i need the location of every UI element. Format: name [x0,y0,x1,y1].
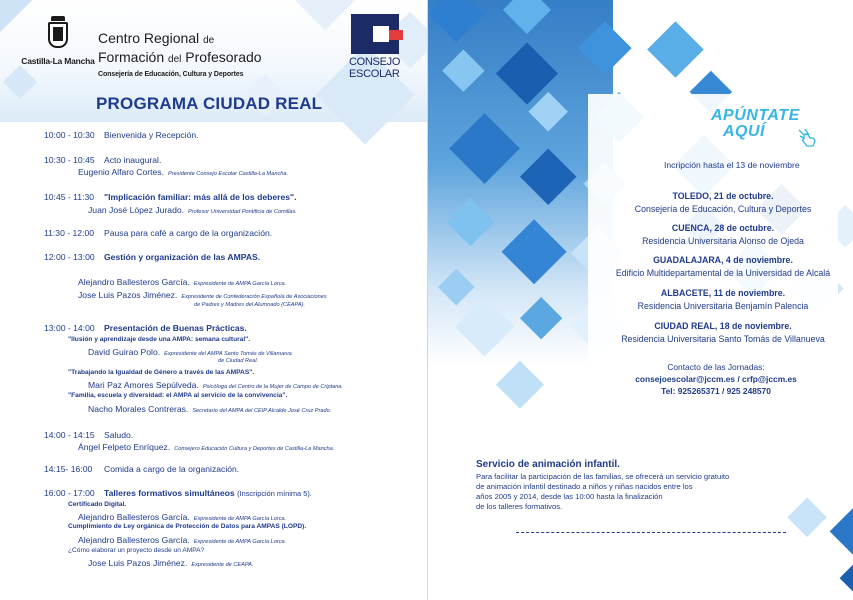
activity: Bienvenida y Recepción. [104,130,199,140]
venue-cuenca [598,222,848,248]
speaker [78,512,286,522]
crfp-consejeria: Consejería de Educación, Cultura y Deportes [98,71,244,78]
venue-city: CUENCA, 28 de octubre. [671,223,775,233]
activity: Presentación de Buenas Prácticas. [104,323,247,333]
speaker [88,404,331,414]
contact-emails[interactable]: consejoescolar@jccm.es / crfp@jccm.es [635,374,797,384]
time: 12:00 - 13:00 [44,252,95,262]
speaker [88,558,253,568]
workshop-title: Cumplimiento de Ley orgánica de Protección de Datos para AMPAS (LOPD). [68,523,307,530]
venue-place: Residencia Universitaria Santo Tomás de Villanueva [621,334,825,344]
schedule-row [44,430,133,440]
speaker [78,277,286,287]
activity: Saludo. [104,430,134,440]
venue-city: ALBACETE, 11 de noviembre. [660,288,786,298]
speaker-name: Alejandro Ballesteros García. [78,535,190,545]
venue-place: Residencia Universitaria Benjamín Palencia [637,301,809,311]
schedule-row [44,323,247,333]
schedule-row [44,252,260,262]
speaker-name: Juan José López Jurado. [88,205,185,215]
speaker-name: Jose Luis Pazos Jiménez. [88,558,188,568]
apuntate-button[interactable] [711,108,800,140]
childcare-line: años 2005 y 2014, desde las 10:00 hasta la finalización [476,492,663,501]
crfp-line1: Centro Regional [98,30,200,46]
schedule-row [44,155,161,165]
speaker [88,380,343,390]
speaker-role: Expresidente de AMPA García Lorca. [193,539,287,545]
venue-city: CIUDAD REAL, 18 de noviembre. [654,321,792,331]
talk-title: "Familia, escuela y diversidad: el AMPA al servicio de la convivencia". [68,392,288,399]
time: 10:45 - 11:30 [44,192,95,202]
activity: Pausa para café a cargo de la organización. [104,228,273,238]
time: 14:00 - 14:15 [44,430,95,440]
page-title: PROGRAMA CIUDAD REAL [96,94,323,113]
venue-guadalajara [598,254,848,280]
venue-place: Consejería de Educación, Cultura y Deportes [634,204,812,214]
crown-icon [51,16,65,21]
time: 10:00 - 10:30 [44,130,95,140]
schedule-row [44,192,297,202]
childcare-line: Para facilitar la participación de las familias, se ofrecerá un servicio gratuito [476,472,730,481]
workshop-title: Certificado Digital. [68,501,127,508]
speaker [78,442,334,452]
consejo-escolar-logo [349,12,405,84]
venue-place: Residencia Universitaria Alonso de Ojeda [642,236,804,246]
speaker-name: Jose Luis Pazos Jiménez. [78,290,178,300]
venue-ciudad-real [598,320,848,346]
speaker-role: Expresidente de CEAPA. [191,562,254,568]
speaker-name: Alejandro Ballesteros García. [78,277,190,287]
apuntate-line1: APÚNTATE [711,107,800,124]
activity: Acto inaugural. [104,155,162,165]
signup-deadline: Incripción hasta el 13 de noviembre [664,160,800,170]
time: 10:30 - 10:45 [44,155,95,165]
schedule-row [44,130,199,140]
info-panel [428,0,853,600]
logo-red-block [389,30,403,40]
speaker [78,535,286,545]
speaker [78,167,288,177]
activity: Talleres formativos simultáneos [104,488,235,498]
childcare-title: Servicio de animación infantil. [476,459,620,470]
speaker-role: Presidente Consejo Escolar Castilla-La Mancha. [168,171,289,177]
crfp-line2b: Profesorado [185,49,262,65]
talk-title: "Trabajando la Igualdad de Género a través de las AMPAS". [68,369,255,376]
contact-label: Contacto de las Jornadas: [667,362,765,372]
venue-place: Edificio Multidepartamental de la Universidad de Alcalá [615,268,831,278]
childcare-line: de los talleres formativos. [476,502,563,511]
time: 16:00 - 17:00 [44,488,95,498]
cut-line [516,532,786,533]
clm-logo-text: Castilla-La Mancha [21,56,95,66]
talk-title: "Ilusión y aprendizaje desde una AMPA: semana cultural". [68,336,251,343]
activity: Comida a cargo de la organización. [104,464,240,474]
speaker-role: Expresidente de Confederación Española de Asociaciones [181,294,327,300]
activity-note: (Inscripción mínima 5). [237,489,312,498]
consejo-escolar-text [349,56,409,80]
venue-city: TOLEDO, 21 de octubre. [672,191,774,201]
decor-tile [3,65,37,99]
speaker [78,290,327,300]
schedule-row [44,464,239,474]
speaker [88,205,297,215]
venue-city: GUADALAJARA, 4 de noviembre. [653,255,793,265]
speaker-role: Expresidente de AMPA García Lorca. [193,516,287,522]
speaker-role-cont: de Padres y Madres del Alumnado (CEAPA). [194,302,305,308]
childcare-line: de animación infantil destinado a niños y niñas nacidos entre los [476,482,693,491]
ce-line1: CONSEJO [349,56,401,68]
ce-line2: ESCOLAR [349,68,400,80]
crfp-line1-small: de [203,35,215,46]
speaker-name: Nacho Morales Contreras. [88,404,189,414]
speaker-name: Ángel Felpeto Enríquez. [78,442,171,452]
speaker-name: Alejandro Ballesteros García. [78,512,190,522]
shield-icon [48,22,68,48]
castilla-la-mancha-logo [18,22,98,70]
schedule-row [44,228,272,238]
workshop-title: ¿Cómo elaborar un proyecto desde un AMPA? [68,547,205,554]
speaker-name: David Guirao Polo. [88,347,161,357]
venue-toledo [598,190,848,216]
activity: "Implicación familiar: más allá de los deberes". [104,192,297,202]
speaker-role: Secretario del AMPA del CEIP Alcalde José Cruz Prado. [192,408,332,414]
time: 13:00 - 14:00 [44,323,95,333]
time: 14:15- 16:00 [44,464,93,474]
speaker-name: Eugenio Alfaro Cortes. [78,167,164,177]
crfp-title [98,30,262,78]
speaker-role: Consejero Educación Cultura y Deportes de Castilla-La Mancha. [174,446,335,452]
speaker [88,347,292,357]
activity: Gestión y organización de las AMPAS. [104,252,261,262]
speaker-role-cont: de Ciudad Real. [218,358,259,364]
apuntate-line2: AQUÍ [723,123,765,140]
speaker-role: Profesor Universidad Pontificia de Comillas. [188,209,297,215]
speaker-role: Expresidente del AMPA Santo Tomás de Villanueva [164,351,292,357]
speaker-role: Expresidente de AMPA García Lorca. [193,281,287,287]
schedule-row [44,488,312,498]
time: 11:30 - 12:00 [44,228,95,238]
venue-albacete [598,287,848,313]
pointing-hand-icon [796,126,818,148]
logo-notch [373,26,389,42]
contact-phones: Tel: 925265371 / 925 248570 [661,386,771,396]
crfp-line2-small: del [168,54,182,65]
crfp-line2: Formación [98,49,165,65]
speaker-name: Mari Paz Amores Sepúlveda. [88,380,199,390]
childcare-text [476,472,729,512]
speaker-role: Psicóloga del Centro de la Mujer de Campo de Criptana. [202,384,344,390]
